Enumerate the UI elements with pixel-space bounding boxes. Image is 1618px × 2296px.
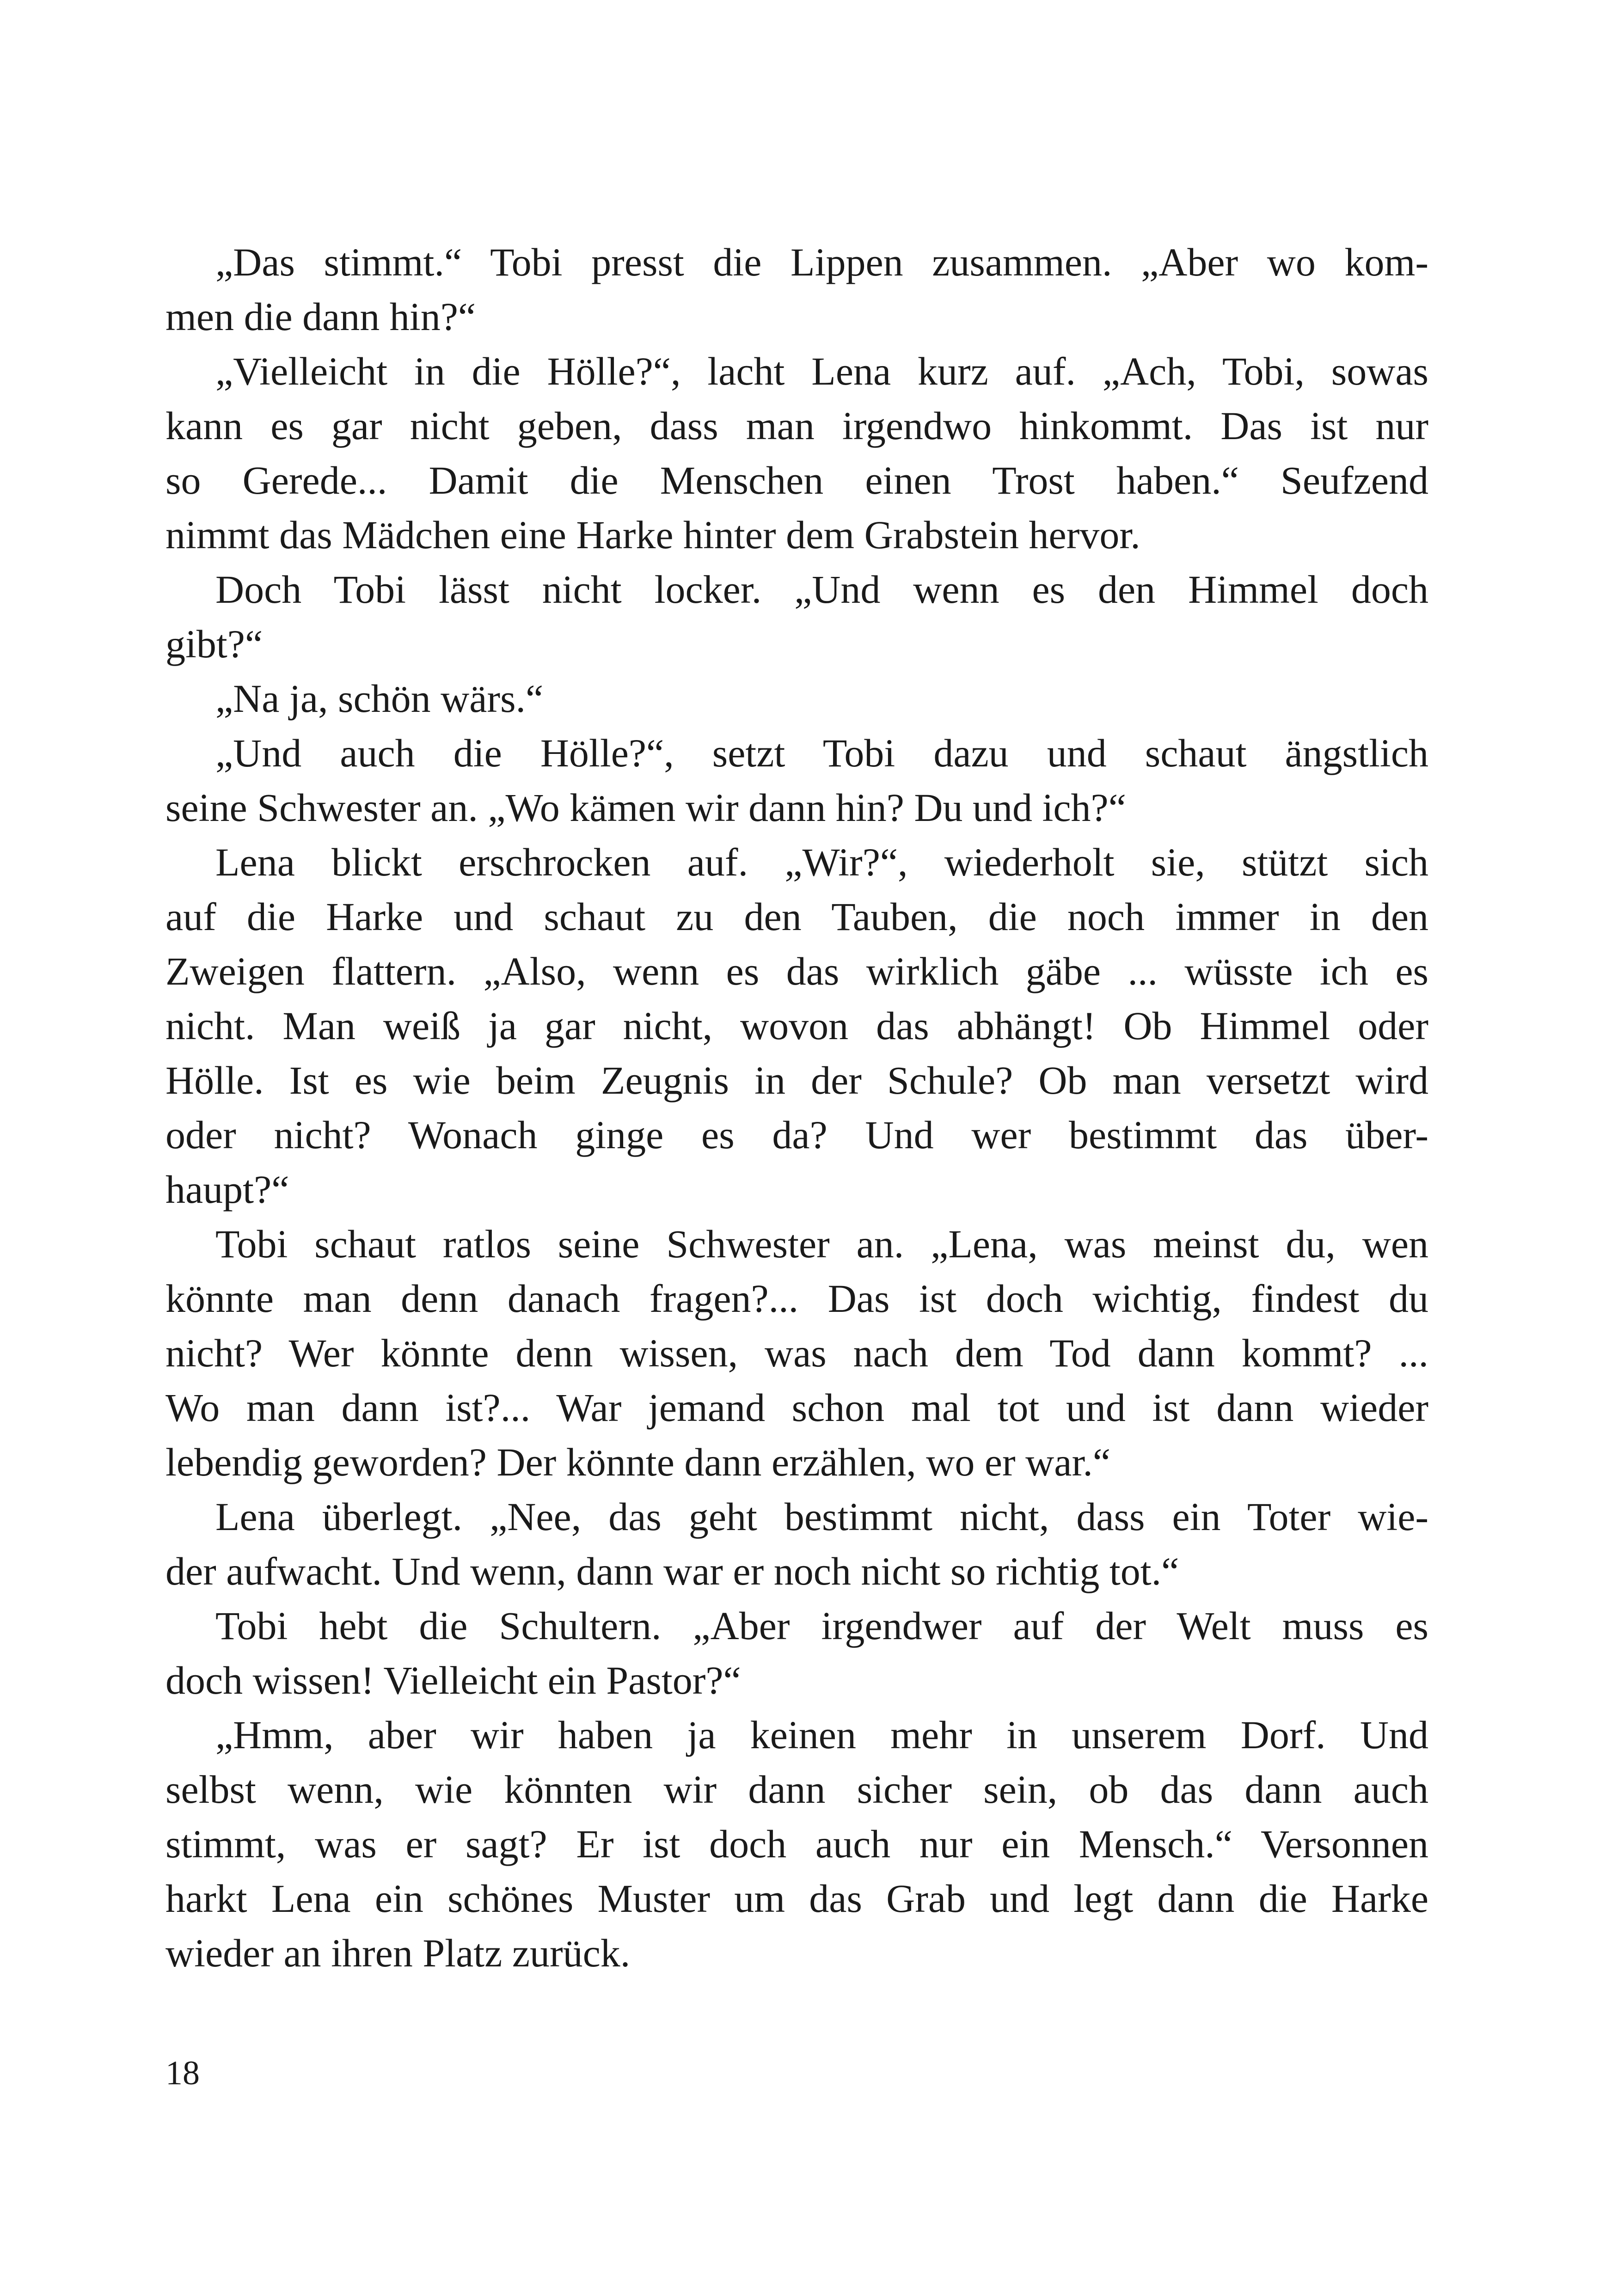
text-line: seine Schwester an. „Wo kämen wir dann hin? Du und ich?“	[165, 785, 1126, 830]
text-line: nicht? Wer könnte denn wissen, was nach dem Tod dann kommt? ...	[165, 1331, 1428, 1375]
text-line: Lena überlegt. „Nee, das geht bestimmt nicht, dass ein Toter wie-	[215, 1494, 1428, 1539]
text-line: so Gerede... Damit die Menschen einen Trost haben.“ Seufzend	[165, 458, 1428, 502]
text-line: harkt Lena ein schönes Muster um das Grab und legt dann die Harke	[165, 1876, 1428, 1921]
text-line: Lena blickt erschrocken auf. „Wir?“, wiederholt sie, stützt sich	[215, 840, 1428, 884]
text-line: könnte man denn danach fragen?... Das ist doch wichtig, findest du	[165, 1276, 1428, 1321]
text-line: doch wissen! Vielleicht ein Pastor?“	[165, 1658, 741, 1702]
text-line: stimmt, was er sagt? Er ist doch auch nur ein Mensch.“ Versonnen	[165, 1822, 1428, 1866]
text-line: Tobi hebt die Schultern. „Aber irgendwer auf der Welt muss es	[215, 1604, 1428, 1648]
text-line: „Das stimmt.“ Tobi presst die Lippen zusammen. „Aber wo kom-	[215, 240, 1428, 284]
text-line: „Und auch die Hölle?“, setzt Tobi dazu und schaut ängstlich	[215, 731, 1428, 775]
text-line: nicht. Man weiß ja gar nicht, wovon das abhängt! Ob Himmel oder	[165, 1004, 1428, 1048]
text-line: oder nicht? Wonach ginge es da? Und wer bestimmt das über-	[165, 1113, 1428, 1157]
text-line: Doch Tobi lässt nicht locker. „Und wenn es den Himmel doch	[215, 567, 1428, 612]
text-line: Hölle. Ist es wie beim Zeugnis in der Schule? Ob man versetzt wird	[165, 1058, 1428, 1102]
page-number: 18	[165, 2054, 200, 2092]
text-line: „Vielleicht in die Hölle?“, lacht Lena kurz auf. „Ach, Tobi, sowas	[215, 349, 1428, 393]
text-line: Wo man dann ist?... War jemand schon mal tot und ist dann wieder	[165, 1385, 1428, 1430]
text-line: „Hmm, aber wir haben ja keinen mehr in unserem Dorf. Und	[215, 1713, 1428, 1757]
text-line: Zweigen flattern. „Also, wenn es das wirklich gäbe ... wüsste ich es	[165, 949, 1428, 993]
text-line: der aufwacht. Und wenn, dann war er noch nicht so richtig tot.“	[165, 1549, 1179, 1593]
text-line: gibt?“	[165, 622, 263, 666]
text-line: kann es gar nicht geben, dass man irgendwo hinkommt. Das ist nur	[165, 404, 1428, 448]
text-line: nimmt das Mädchen eine Harke hinter dem Grabstein hervor.	[165, 513, 1140, 557]
text-line: „Na ja, schön wärs.“	[215, 676, 544, 721]
text-line: Tobi schaut ratlos seine Schwester an. „Lena, was meinst du, wen	[215, 1222, 1428, 1266]
text-line: haupt?“	[165, 1167, 289, 1212]
text-line: wieder an ihren Platz zurück.	[165, 1931, 631, 1975]
text-line: selbst wenn, wie könnten wir dann sicher sein, ob das dann auch	[165, 1767, 1428, 1812]
text-line: auf die Harke und schaut zu den Tauben, die noch immer in den	[165, 894, 1428, 939]
text-line: men die dann hin?“	[165, 294, 476, 339]
body-text	[165, 235, 1428, 1980]
text-line: lebendig geworden? Der könnte dann erzählen, wo er war.“	[165, 1440, 1111, 1484]
